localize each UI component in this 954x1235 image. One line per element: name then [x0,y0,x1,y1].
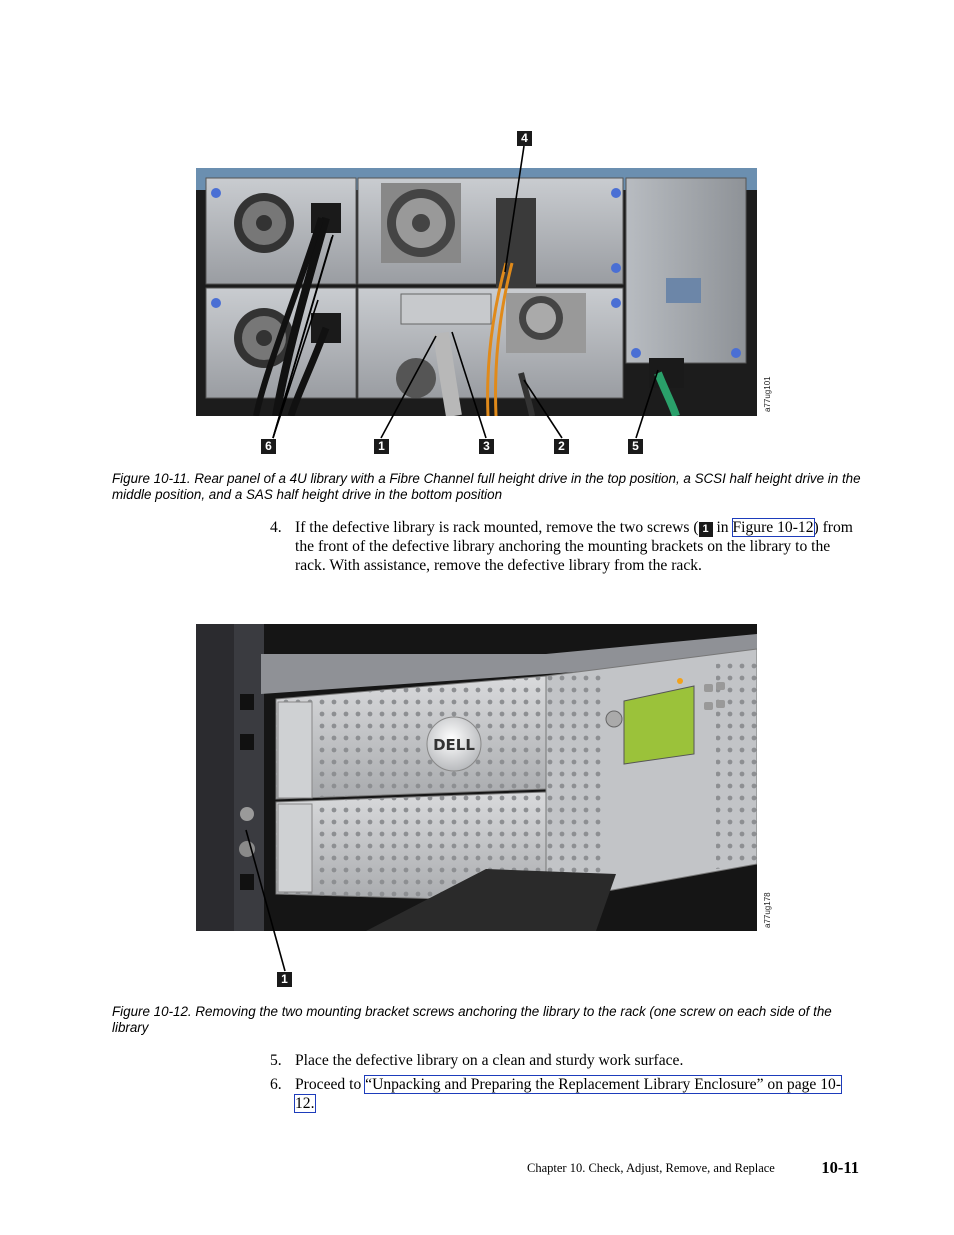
step-text: Proceed to “Unpacking and Preparing the Replacement Library Enclosure” on page 10-12. [295,1076,842,1112]
figure-10-12-link[interactable]: Figure 10-12 [732,519,814,536]
figure-10-12-caption: Figure 10-12. Removing the two mounting bracket screws anchoring the library to the rack (one screw on each side of the library [112,1004,832,1035]
inline-callout-1: 1 [699,522,713,537]
step-text: Place the defective library on a clean and sturdy work surface. [295,1052,684,1069]
figure-id: a77ug178 [763,892,772,928]
callout-6: 6 [261,439,276,454]
step-number: 5. [270,1052,282,1069]
callout-3: 3 [479,439,494,454]
callout-1: 1 [374,439,389,454]
footer-page-number: 10-11 [821,1158,859,1177]
step-text: If the defective library is rack mounted, remove the two screws ( 1 in Figure 10-12) from the front of the defective library anchoring the mounting brackets on the library to the rack. With assistance, remove the defective library from the rack. [295,519,853,574]
footer-chapter: Chapter 10. Check, Adjust, Remove, and Replace [527,1161,775,1175]
callout-5: 5 [628,439,643,454]
callout-2: 2 [554,439,569,454]
callout-1: 1 [277,972,292,987]
figure-10-11-caption: Figure 10-11. Rear panel of a 4U library with a Fibre Channel full height drive in the top position, a SCSI half height drive in the middle position, and a SAS half height drive in the bottom position [112,471,861,502]
callout-4: 4 [517,131,532,146]
figure-id: a77ug101 [763,376,772,412]
step-number: 6. [270,1076,282,1093]
dell-logo: DELL [433,736,475,754]
step-number: 4. [270,519,282,536]
unpacking-section-link[interactable]: “Unpacking and Preparing the Replacement Library Enclosure” on page 10-12. [295,1076,842,1112]
